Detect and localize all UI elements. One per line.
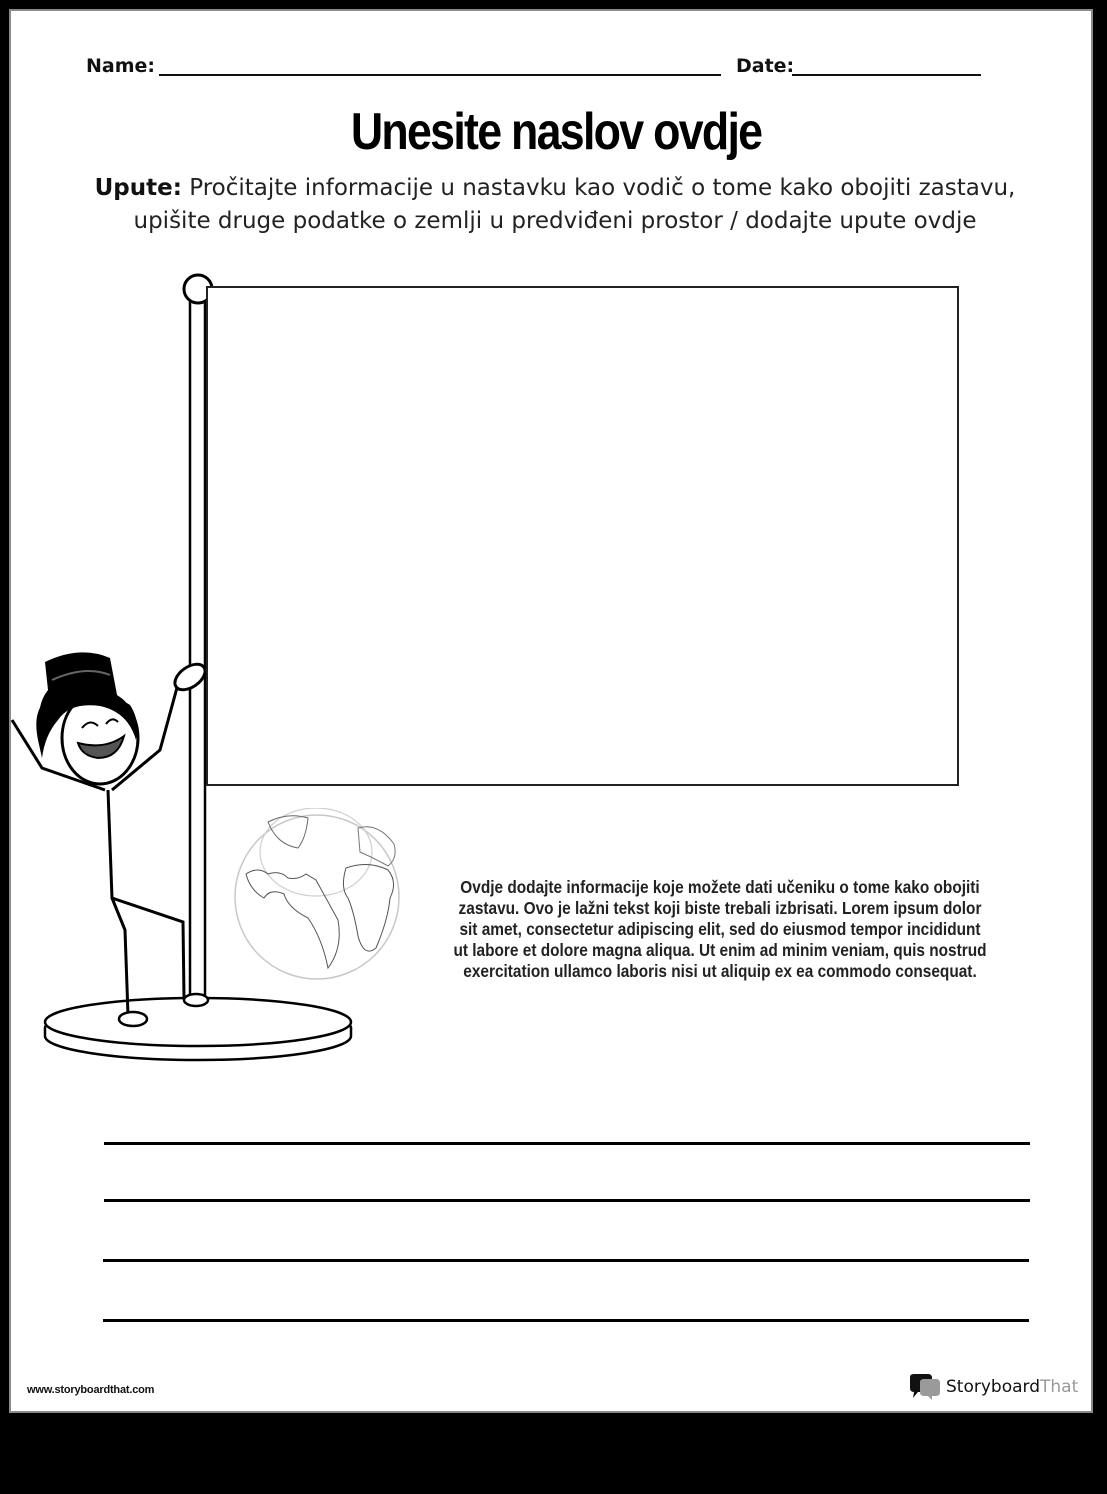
- globe-icon: [228, 808, 408, 988]
- writing-line-3[interactable]: [103, 1259, 1029, 1262]
- storyboardthat-logo[interactable]: [908, 1373, 1078, 1401]
- instructions-text: Pročitajte informacije u nastavku kao vodič o tome kako obojiti zastavu, upišite druge podatke o zemlji u predviđeni prostor / dodajte upute ovdje: [133, 175, 1016, 234]
- date-field-line[interactable]: [792, 74, 981, 76]
- instructions-label: Upute:: [94, 175, 182, 201]
- instructions[interactable]: [55, 172, 1055, 258]
- writing-line-2[interactable]: [104, 1199, 1030, 1202]
- writing-line-4[interactable]: [103, 1319, 1029, 1322]
- speech-bubbles-icon: [908, 1374, 942, 1400]
- footer-url-link[interactable]: www.storyboardthat.com: [27, 1384, 155, 1396]
- brand-name-part2: That: [1040, 1377, 1079, 1397]
- page-title[interactable]: Unesite naslov ovdje: [350, 103, 762, 161]
- name-field-line[interactable]: [159, 74, 721, 76]
- info-text[interactable]: Ovdje dodajte informacije koje možete dati učeniku o tome kako obojiti zastavu. Ovo je lažni tekst koji biste trebali izbrisati. Lorem ipsum dolor sit amet, consectetur adipiscing elit, sed do eiusmod tempor incididunt ut labore et dolore magna aliqua. Ut enim ad minim veniam, quis nostrud exercitation ullamco laboris nisi ut aliquip ex ea commodo consequat.: [453, 877, 987, 981]
- writing-line-1[interactable]: [104, 1142, 1030, 1145]
- brand-name-part1: Storyboard: [946, 1377, 1040, 1397]
- name-label: Name:: [86, 55, 156, 77]
- date-label: Date:: [736, 55, 795, 77]
- character-top-hat-icon: [0, 640, 230, 1040]
- flag-drawing-area[interactable]: [206, 286, 959, 786]
